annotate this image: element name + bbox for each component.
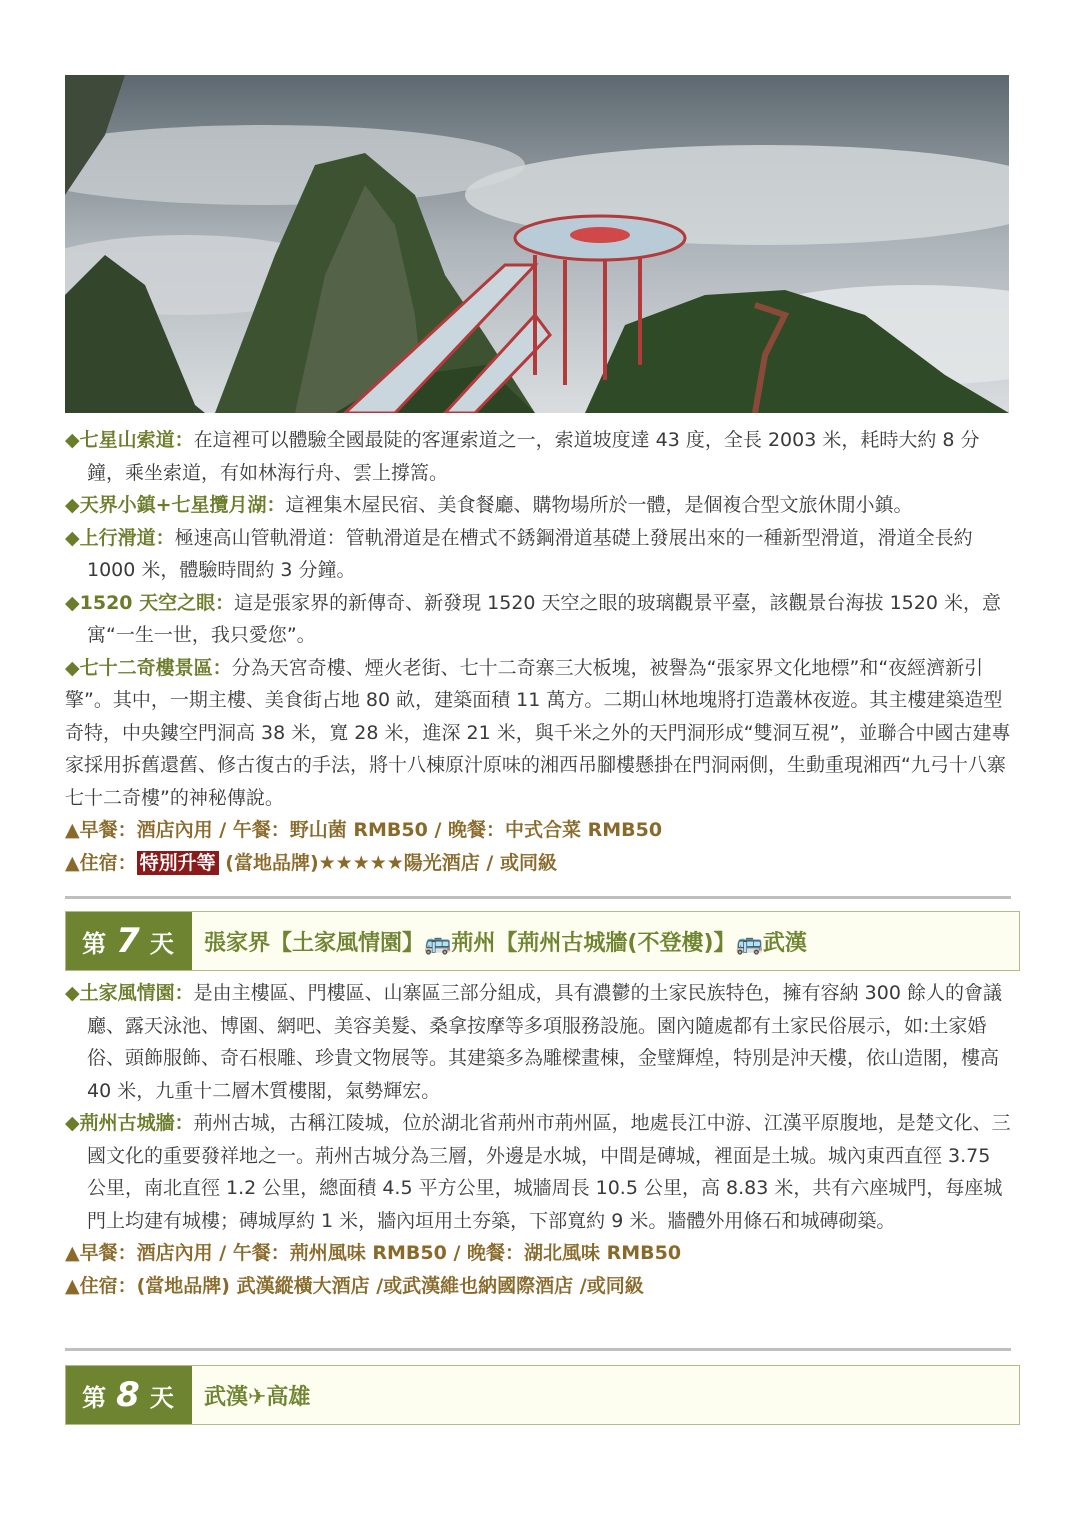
upgrade-badge: 特別升等: [137, 851, 219, 875]
day7-header: [65, 911, 1020, 971]
list-item: [65, 522, 1015, 587]
day-number: 7: [116, 921, 142, 961]
item-heading: 1520 天空之眼：: [79, 591, 235, 614]
diamond-bullet: ◆: [65, 1112, 80, 1134]
item-heading: 上行滑道：: [79, 526, 175, 549]
item-text: 分為天宮奇樓、煙火老街、七十二奇寨三大板塊，被譽為“張家界文化地標”和“夜經濟新引擎”。其中，一期主樓、美食街占地 80 畝，建築面積 11 萬方。二期山林地塊將打造叢林夜遊。其主樓建築造型奇特，中央鏤空門洞高 38 米，寬 28 米，進深 21 米，與千米之外的天門洞形成“雙洞互視”，並聯合中國古建專家採用拆舊還舊、修古復古的手法，將十八棟原汁原味的湘西吊腳樓懸掛在門洞兩側，生動重現湘西“九弓十八寨七十二奇樓”的神秘傳說。: [65, 656, 1011, 809]
list-item: [65, 424, 1015, 489]
stay-prefix: ▲住宿：: [65, 851, 137, 874]
diamond-bullet: ◆: [65, 591, 80, 614]
day-title: 武漢✈高雄: [204, 1384, 311, 1410]
item-heading: 土家風情園：: [79, 982, 194, 1004]
section-divider: [65, 896, 1011, 899]
section-divider: [65, 1348, 1011, 1351]
day6-content: [65, 424, 1015, 879]
item-text: 這裡集木屋民宿、美食餐廳、購物場所於一體，是個複合型文旅休閒小鎮。: [285, 494, 913, 516]
day-label-prefix: 第: [82, 929, 109, 958]
stay-info: ▲住宿：(當地品牌) 武漢縱橫大酒店 /或武漢維也納國際酒店 /或同級: [65, 1274, 644, 1297]
list-item: [65, 977, 1015, 1107]
stay-hotel: (當地品牌)★★★★★陽光酒店 / 或同級: [218, 851, 557, 874]
item-text: 是由主樓區、門樓區、山寨區三部分組成，具有濃鬱的土家民族特色，擁有容納 300 餘人的會議廳、露天泳池、博園、網吧、美容美髮、桑拿按摩等多項服務設施。園內隨處都有土家民俗展示，如:土家婚俗、頭飾服飾、奇石根雕、珍貴文物展等。其建築多為雕樑畫棟，金璧輝煌，特別是沖天樓，依山造閣，樓高 40 米，九重十二層木質樓閣，氣勢輝宏。: [87, 982, 1002, 1102]
diamond-bullet: ◆: [65, 656, 80, 679]
item-text: 荊州古城，古稱江陵城，位於湖北省荊州市荊州區，地處長江中游、江漢平原腹地，是楚文化、三國文化的重要發祥地之一。荊州古城分為三層，外邊是水城，中間是磚城，裡面是土城。城內東西直徑 3.75 公里，南北直徑 1.2 公里，總面積 4.5 平方公里，城牆周長 10.5 公里，高 8.83 米，共有六座城門，每座城門上均建有城樓；磚城厚約 1 米，牆內垣用土夯築，下部寬約 9 米。牆體外用條石和城磚砌築。: [87, 1112, 1011, 1232]
item-heading: 荊州古城牆：: [79, 1112, 194, 1134]
meal-info: ▲早餐：酒店內用 / 午餐：荊州風味 RMB50 / 晚餐：湖北風味 RMB50: [65, 1242, 682, 1264]
day-label-prefix: 第: [82, 1383, 109, 1412]
day-tag: [66, 912, 192, 970]
list-item: [65, 1107, 1015, 1237]
stay-info: [65, 847, 1015, 880]
skywalk-illustration: [65, 75, 1009, 413]
item-text: 在這裡可以體驗全國最陡的客運索道之一，索道坡度達 43 度，全長 2003 米，耗時大約 8 分鐘，乘坐索道，有如林海行舟、雲上撐篙。: [87, 429, 980, 484]
day8-header: [65, 1365, 1020, 1425]
day-number: 8: [116, 1375, 142, 1415]
item-heading: 天界小鎮+七星攬月湖：: [79, 494, 286, 516]
day-label-suffix: 天: [149, 929, 176, 958]
day-tag: [66, 1366, 192, 1424]
list-item: [65, 489, 1015, 522]
day-label-suffix: 天: [149, 1383, 176, 1412]
diamond-bullet: ◆: [65, 982, 80, 1004]
diamond-bullet: ◆: [65, 429, 80, 451]
item-text: 極速高山管軌滑道：管軌滑道是在槽式不銹鋼滑道基礎上發展出來的一種新型滑道，滑道全長約 1000 米，體驗時間約 3 分鐘。: [87, 526, 973, 581]
glass-skywalk-photo: [65, 75, 1009, 413]
item-heading: 七星山索道：: [79, 429, 194, 451]
day-title: 張家界【土家風情園】🚌荊州【荊州古城牆(不登樓)】🚌武漢: [204, 930, 807, 956]
meal-info: ▲早餐：酒店內用 / 午餐：野山菌 RMB50 / 晚餐：中式合菜 RMB50: [65, 819, 663, 841]
list-item: [65, 652, 1015, 815]
diamond-bullet: ◆: [65, 526, 80, 549]
item-heading: 七十二奇樓景區：: [79, 656, 232, 679]
day7-content: [65, 977, 1015, 1302]
diamond-bullet: ◆: [65, 494, 80, 516]
list-item: [65, 587, 1015, 652]
item-text: 這是張家界的新傳奇、新發現 1520 天空之眼的玻璃觀景平臺，該觀景台海拔 1520 米，意寓“一生一世，我只愛您”。: [87, 591, 1001, 646]
